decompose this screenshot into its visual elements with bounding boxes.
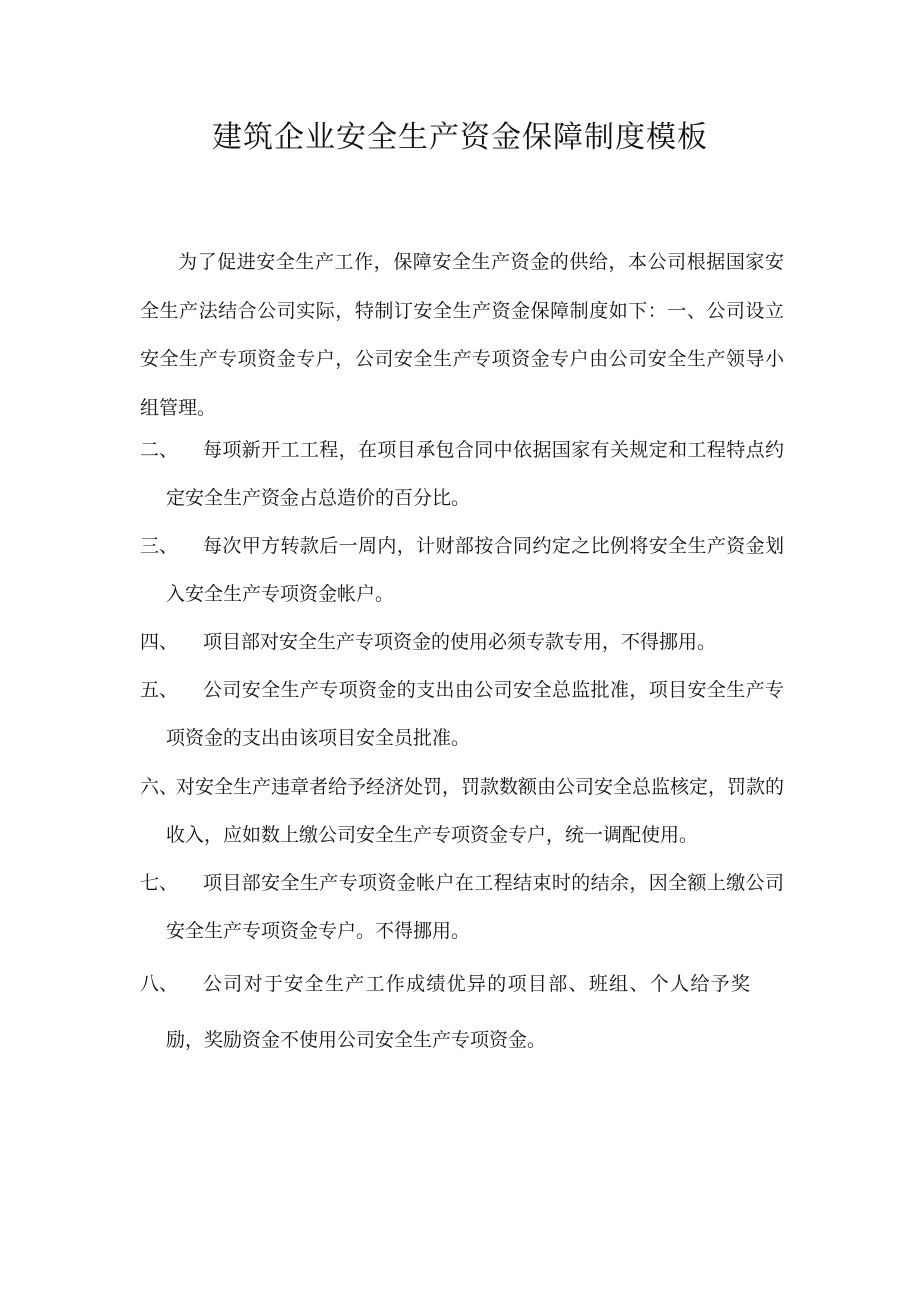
- clause-5: [140, 666, 784, 762]
- clause-3: [140, 522, 784, 618]
- clause-4: [140, 618, 784, 666]
- clause-number: 三、: [140, 535, 179, 557]
- clause-text: 项目部对安全生产专项资金的使用必须专款专用，不得挪用。: [203, 631, 717, 653]
- clause-text: 项目部安全生产专项资金帐户在工程结束时的结余，因全额上缴公司安全生产专项资金专户。不得挪用。: [166, 872, 784, 942]
- clause-number: 四、: [140, 631, 179, 653]
- clause-6: [140, 763, 784, 859]
- clause-text: 每次甲方转款后一周内，计财部按合同约定之比例将安全生产资金划入安全生产专项资金帐户。: [166, 535, 784, 605]
- clause-number: 六、: [140, 776, 179, 798]
- clause-text: 每项新开工工程，在项目承包合同中依据国家有关规定和工程特点约定安全生产资金占总造价的百分比。: [166, 439, 784, 509]
- intro-paragraph: 为了促进安全生产工作，保障安全生产资金的供给，本公司根据国家安全生产法结合公司实际，特制订安全生产资金保障制度如下：一、公司设立安全生产专项资金专户，公司安全生产专项资金专户由公司安全生产领导小组管理。: [140, 251, 784, 419]
- clause-number: 二、: [140, 439, 179, 461]
- clause-text: 对安全生产违章者给予经济处罚，罚款数额由公司安全总监核定，罚款的收入，应如数上缴公司安全生产专项资金专户，统一调配使用。: [166, 776, 785, 846]
- clause-text: 公司对于安全生产工作成绩优异的项目部、班组、个人给予奖励，奖励资金不使用公司安全生产专项资金。: [166, 973, 750, 1051]
- clause-2: [140, 426, 784, 522]
- clause-8: [140, 956, 750, 1068]
- clause-7: [140, 859, 784, 955]
- clause-text: 公司安全生产专项资金的支出由公司安全总监批准，项目安全生产专项资金的支出由该项目安全员批准。: [166, 679, 784, 749]
- clause-number: 五、: [140, 679, 179, 701]
- clause-number: 七、: [140, 872, 179, 894]
- clause-number: 八、: [140, 973, 179, 995]
- document-title: 建筑企业安全生产资金保障制度模板: [212, 120, 708, 155]
